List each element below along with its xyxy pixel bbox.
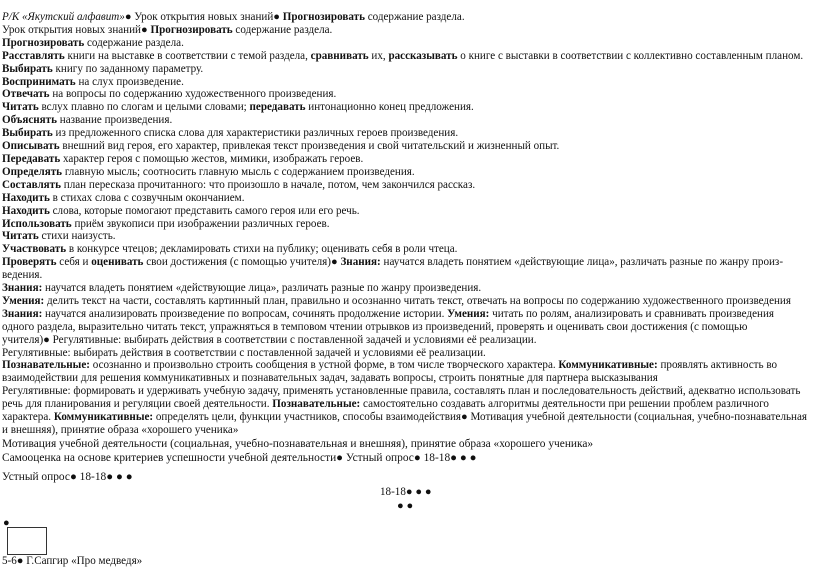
text-line <box>2 192 808 205</box>
text-line <box>2 218 808 231</box>
text-span: Регулятивные: выбирать действия в соответствии с поставленной задачей и условиями её реализации. <box>2 346 486 359</box>
text-line <box>2 256 808 269</box>
keyword: Определять <box>2 165 63 178</box>
text-span: в стихах слова с созвучным окончанием. <box>49 191 245 204</box>
text-line <box>2 63 808 76</box>
text-span: книгу по заданному параметру. <box>52 62 204 75</box>
text-line <box>2 385 808 398</box>
keyword: рассказывать <box>388 49 458 62</box>
text-span: и внешняя), принятие образа «хорошего ученика» <box>2 424 239 436</box>
text-line <box>2 372 808 385</box>
keyword: Познавательные: <box>272 398 361 411</box>
text-line <box>2 424 808 437</box>
text-line <box>2 411 808 424</box>
text-span: на вопросы по содержанию художественного произведения. <box>49 88 337 101</box>
keyword: Коммуникативные: <box>53 411 154 424</box>
text-span: содержание раздела. <box>364 11 465 23</box>
keyword: Знания: <box>2 307 43 320</box>
centered-bullets: ● ● <box>397 500 414 512</box>
text-span: Самооценка на основе критериев успешности учебной деятельности● Устный опрос● 18-18● ● ● <box>2 451 477 464</box>
text-line <box>2 24 808 37</box>
text-span: о книге с выставки в соответствии с коллективно составленным планом. <box>457 49 804 62</box>
keyword: Выбирать <box>2 62 53 75</box>
text-line <box>2 308 808 321</box>
text-span: делить текст на части, составлять картинный план, правильно и осознанно читать текст, отвечать на вопросы по содержанию художественного произведения <box>44 294 791 307</box>
lesson-title: Р/К «Якутский алфавит» <box>2 11 125 23</box>
text-span: интонационно конец предложения. <box>305 101 474 114</box>
keyword: Находить <box>2 191 50 204</box>
keyword: Передавать <box>2 152 61 165</box>
text-span: осознанно и произвольно строить сообщения в устной форме, в том числе творческого характера. <box>89 359 559 372</box>
document-body <box>2 11 808 484</box>
keyword: Использовать <box>2 217 72 230</box>
text-span: характера. <box>2 411 54 424</box>
text-span: определять цели, функции участников, способы взаимодействия● Мотивация учебной деятельности (социальная, учебно-познавательная <box>153 411 808 424</box>
keyword: Знания: <box>2 282 43 295</box>
text-line <box>2 127 808 140</box>
text-span: книги на выставке в соответствии с темой раздела, <box>64 49 311 62</box>
text-line <box>2 437 808 451</box>
text-span: себя и <box>56 256 92 269</box>
centered-score-line: 18-18● ● ● <box>380 486 432 498</box>
bullet-dot: ● <box>3 517 10 529</box>
keyword: Воспринимать <box>2 75 76 88</box>
text-span: свои достижения (с помощью учителя)● <box>143 256 341 269</box>
text-line <box>2 230 808 243</box>
text-span: в конкурсе чтецов; декламировать стихи на публику; оценивать себя в роли чтеца. <box>66 243 458 256</box>
text-line <box>2 11 808 24</box>
text-span: слова, которые помогают представить самого героя или его речь. <box>49 204 360 217</box>
text-line <box>2 269 808 282</box>
lesson-reference-line: 5-6● Г.Сапгир «Про медведя» <box>2 555 143 567</box>
text-line <box>2 153 808 166</box>
keyword: Прогнозировать <box>150 23 233 36</box>
text-line <box>2 114 808 127</box>
keyword: Отвечать <box>2 88 50 101</box>
text-line <box>2 101 808 114</box>
text-span: Мотивация учебной деятельности (социальная, учебно-познавательная и внешняя), принятие образа «хорошего ученика» <box>2 437 594 450</box>
text-span: ● Урок открытия новых знаний● <box>124 11 283 23</box>
keyword: Описывать <box>2 140 60 153</box>
text-span: научатся владеть понятием «действующие лица», различать разные по жанру произ- <box>380 256 784 269</box>
text-span: содержание раздела. <box>84 36 184 49</box>
text-line <box>2 37 808 50</box>
text-span: речь для планирования и регуляции своей деятельности. <box>2 398 273 411</box>
keyword: Познавательные: <box>2 359 90 372</box>
keyword: Объяснять <box>2 114 58 127</box>
text-span: вслух плавно по слогам и целыми словами; <box>38 101 250 114</box>
text-span: характер героя с помощью жестов, мимики, изображать героев. <box>60 152 364 165</box>
text-span: научатся владеть понятием «действующие лица», различать разные по жанру произведения. <box>42 282 482 295</box>
text-span: план пересказа прочитанного: что произошло в начале, потом, чем закончился рассказ. <box>61 178 476 191</box>
text-span: содержание раздела. <box>232 23 333 36</box>
keyword: передавать <box>249 101 306 114</box>
text-span: на слух произведение. <box>75 75 184 88</box>
text-line <box>2 321 808 334</box>
keyword: Находить <box>2 204 50 217</box>
keyword: оценивать <box>91 256 144 269</box>
text-line <box>2 88 808 101</box>
text-span: название произведения. <box>57 114 173 127</box>
keyword: Знания: <box>340 256 381 269</box>
text-line <box>2 398 808 411</box>
keyword: Читать <box>2 230 39 243</box>
text-span: читать по ролям, анализировать и сравнивать произведения <box>489 307 775 320</box>
text-span: Устный опрос● 18-18● ● ● <box>2 470 133 483</box>
keyword: Коммуникативные: <box>558 359 658 372</box>
text-line <box>2 205 808 218</box>
text-span: самостоятельно создавать алгоритмы деятельности при решении проблем различного <box>360 398 769 411</box>
text-span: их, <box>368 49 389 62</box>
text-line <box>2 179 808 192</box>
empty-frame-box <box>7 527 47 555</box>
text-line <box>2 359 808 372</box>
text-span: проявлять активность во <box>657 359 778 372</box>
text-span: приём звукописи при изображении различных героев. <box>71 217 330 230</box>
text-span: учителя)● Регулятивные: выбирать действия в соответствии с поставленной задачей и условиями её реализации. <box>2 333 537 346</box>
keyword: Читать <box>2 101 39 114</box>
keyword: Участвовать <box>2 243 67 256</box>
text-line <box>2 347 808 360</box>
keyword: Проверять <box>2 256 57 269</box>
text-span: главную мысль; соотносить главную мысль с содержанием произведения. <box>62 165 415 178</box>
text-line <box>2 50 808 63</box>
keyword: сравнивать <box>310 49 369 62</box>
text-span: одного раздела, выразительно читать текст, упражняться в темповом чтении отрывков из произведений, проверять и оценивать свои достижения (с помощью <box>2 320 748 333</box>
text-span: из предложенного списка слова для характеристики различных героев произведения. <box>52 127 459 140</box>
text-line <box>2 470 808 484</box>
text-line <box>2 334 808 347</box>
keyword: Прогнозировать <box>2 36 85 49</box>
text-span: Регулятивные: формировать и удерживать учебную задачу, применять установленные правила, составлять план и последовательность действий, адекватно использовать <box>2 385 801 398</box>
text-span: ведения. <box>2 269 43 282</box>
text-span: стихи наизусть. <box>38 230 116 243</box>
keyword: Умения: <box>447 307 490 320</box>
text-line <box>2 243 808 256</box>
text-line <box>2 76 808 89</box>
text-span: научатся анализировать произведение по вопросам, сочинять продолжение истории. <box>42 307 448 320</box>
keyword: Составлять <box>2 178 62 191</box>
text-line <box>2 282 808 295</box>
text-span: взаимодействии для решения коммуникативных и познавательных задач, задавать вопросы, строить понятные для партнера высказывания <box>2 372 658 385</box>
keyword: Расставлять <box>2 49 65 62</box>
text-line <box>2 295 808 308</box>
text-line <box>2 166 808 179</box>
text-span: Урок открытия новых знаний● <box>2 23 151 36</box>
text-line <box>2 451 808 465</box>
keyword: Прогнозировать <box>282 11 365 23</box>
text-line <box>2 140 808 153</box>
keyword: Умения: <box>2 294 45 307</box>
text-span: внешний вид героя, его характер, привлекая текст произведения и свой читательский и жизненный опыт. <box>59 140 560 153</box>
keyword: Выбирать <box>2 127 53 140</box>
